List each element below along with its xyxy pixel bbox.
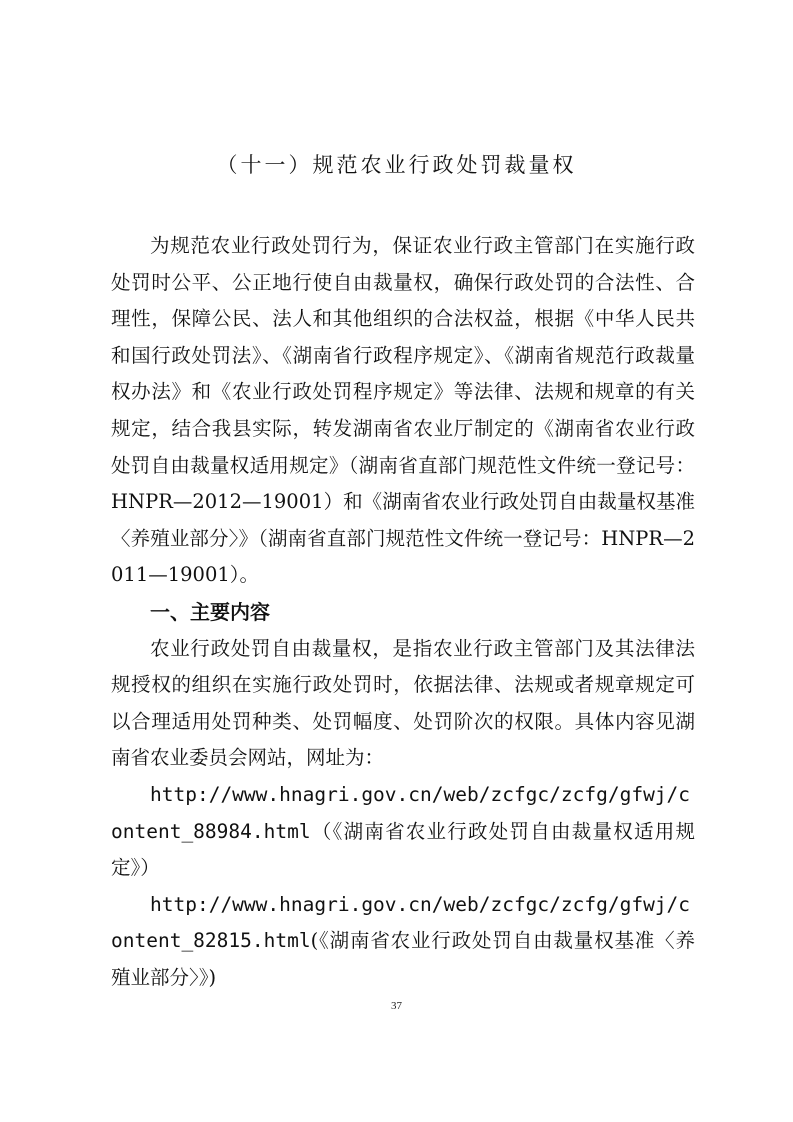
content-paragraph: 农业行政处罚自由裁量权，是指农业行政主管部门及其法律法规授权的组织在实施行政处罚时，依据法律、法规或者规章规定可以合理适用处罚种类、处罚幅度、处罚阶次的权限。具体内容见湖南省农业委员会网站，网址为：: [111, 636, 695, 770]
section-title: （十一）规范农业行政处罚裁量权: [216, 153, 577, 177]
url-link-1[interactable]: http://www.hnagri.gov.cn/web/zcfgc/zcfg/gfwj/content_88984.html: [111, 782, 691, 843]
link-paragraph-1: [111, 777, 695, 887]
page-number: 37: [391, 1000, 402, 1012]
link-note-2: (《湖南省农业行政处罚自由裁量权基准〈养殖业部分〉》): [111, 929, 695, 989]
link-paragraph-2: [111, 887, 695, 997]
url-link-2[interactable]: http://www.hnagri.gov.cn/web/zcfgc/zcfg/gfwj/content_82815.html: [111, 892, 691, 953]
section-heading: 一、主要内容: [150, 599, 270, 624]
intro-paragraph: 为规范农业行政处罚行为，保证农业行政主管部门在实施行政处罚时公平、公正地行使自由裁量权，确保行政处罚的合法性、合理性，保障公民、法人和其他组织的合法权益，根据《中华人民共和国行政处罚法》、《湖南省行政程序规定》、《湖南省规范行政裁量权办法》和《农业行政处罚程序规定》等法律、法规和规章的有关规定，结合我县实际，转发湖南省农业厅制定的《湖南省农业行政处罚自由裁量权适用规定》（湖南省直部门规范性文件统一登记号： HNPR—2012—19001）和《湖南省农业行政处罚自由裁量权基准〈养殖业部分〉》（湖南省直部门规范性文件统一登记号：HNPR—2011—19001）。: [111, 234, 695, 587]
link-note-1: （《湖南省农业行政处罚自由裁量权适用规定》）: [111, 819, 695, 880]
document-body: [111, 228, 695, 996]
